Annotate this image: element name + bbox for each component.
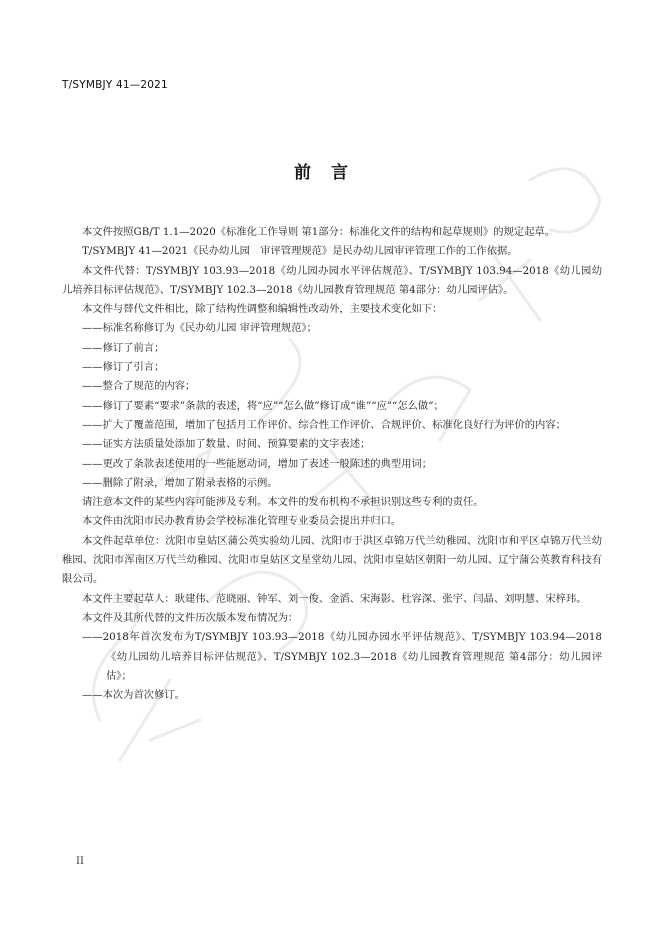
page-title: 前言 (294, 163, 368, 183)
change-item: ——修订了要素“要求”条款的表述，将“应”“怎么做”修订成“谁”“应”“怎么做”； (82, 399, 444, 412)
change-item: ——更改了条款表述使用的一些能愿动词，增加了表述一般陈述的典型用词； (82, 457, 433, 470)
change-item: ——修订了引言； (82, 361, 165, 374)
paragraph-proposer: 本文件由沈阳市民办教育协会学校标准化管理专业委员会提出并归口。 (82, 515, 402, 528)
page-number: II (76, 856, 84, 867)
change-item: ——整合了规范的内容； (82, 380, 196, 393)
paragraph-patent: 请注意本文件的某些内容可能涉及专利。本文件的发布机构不承担识别这些专利的责任。 (82, 496, 484, 509)
paragraph-drafting-units: 本文件起草单位：沈阳市皇姑区蒲公英实验幼儿园、沈阳市于洪区卓锦万代兰幼稚园、沈阳市和平区卓锦万代兰幼稚园、沈阳市浑南区万代兰幼稚园、沈阳市皇姑区文星堂幼儿园、沈阳市皇姑区朝阳一幼儿园、辽宁蒲公英教育科技有限公司。 (62, 534, 602, 586)
history-item: ——2018年首次发布为T/SYMBJY 103.93—2018《幼儿园办园水平评估规范》、T/SYMBJY 103.94—2018《幼儿园幼儿培养目标评估规范》、T/SYMBJY 102.3—2018《幼儿园教育管理规范 第4部分：幼儿园评估》； (82, 631, 602, 682)
paragraph-basis: 本文件按照GB/T 1.1—2020《标准化工作导则 第1部分：标准化文件的结构和起草规则》的规定起草。 (82, 226, 556, 238)
paragraph-replaces: 本文件代替：T/SYMBJY 103.93—2018《幼儿园办园水平评估规范》、T/SYMBJY 103.94—2018《幼儿园幼儿培养目标评估规范》、T/SYMBJY 102.3—2018《幼儿园教育管理规范 第4部分：幼儿园评估》。 (62, 264, 602, 296)
paragraph-history-intro: 本文件及其所代替的文件历次版本发布情况为： (82, 611, 299, 624)
paragraph-drafters: 本文件主要起草人：耿建伟、范晓丽、钟军、刘一俊、金滔、宋海影、杜容深、张宇、闫晶、刘明慧、宋梓玮。 (82, 592, 587, 605)
paragraph-purpose: T/SYMBJY 41—2021《民办幼儿园 审评管理规范》是民办幼儿园审评管理工作的工作依据。 (82, 245, 518, 258)
change-item: ——扩大了覆盖范围，增加了包括月工作评价、综合性工作评价、合规评价、标准化良好行为评价的内容； (82, 418, 566, 431)
change-item: ——证实方法质量处添加了数量、时间、预算要素的文字表述； (82, 438, 371, 451)
change-item: ——标准名称修订为《民办幼儿园 审评管理规范》； (82, 322, 317, 335)
document-code: T/SYMBJY 41—2021 (62, 79, 168, 91)
change-item: ——删除了附录，增加了附录表格的示例。 (82, 476, 278, 489)
history-item: ——本次为首次修订。 (82, 689, 185, 702)
document-body (62, 223, 602, 705)
paragraph-changes-intro: 本文件与替代文件相比，除了结构性调整和编辑性改动外，主要技术变化如下： (82, 303, 443, 316)
change-item: ——修订了前言； (82, 341, 165, 354)
